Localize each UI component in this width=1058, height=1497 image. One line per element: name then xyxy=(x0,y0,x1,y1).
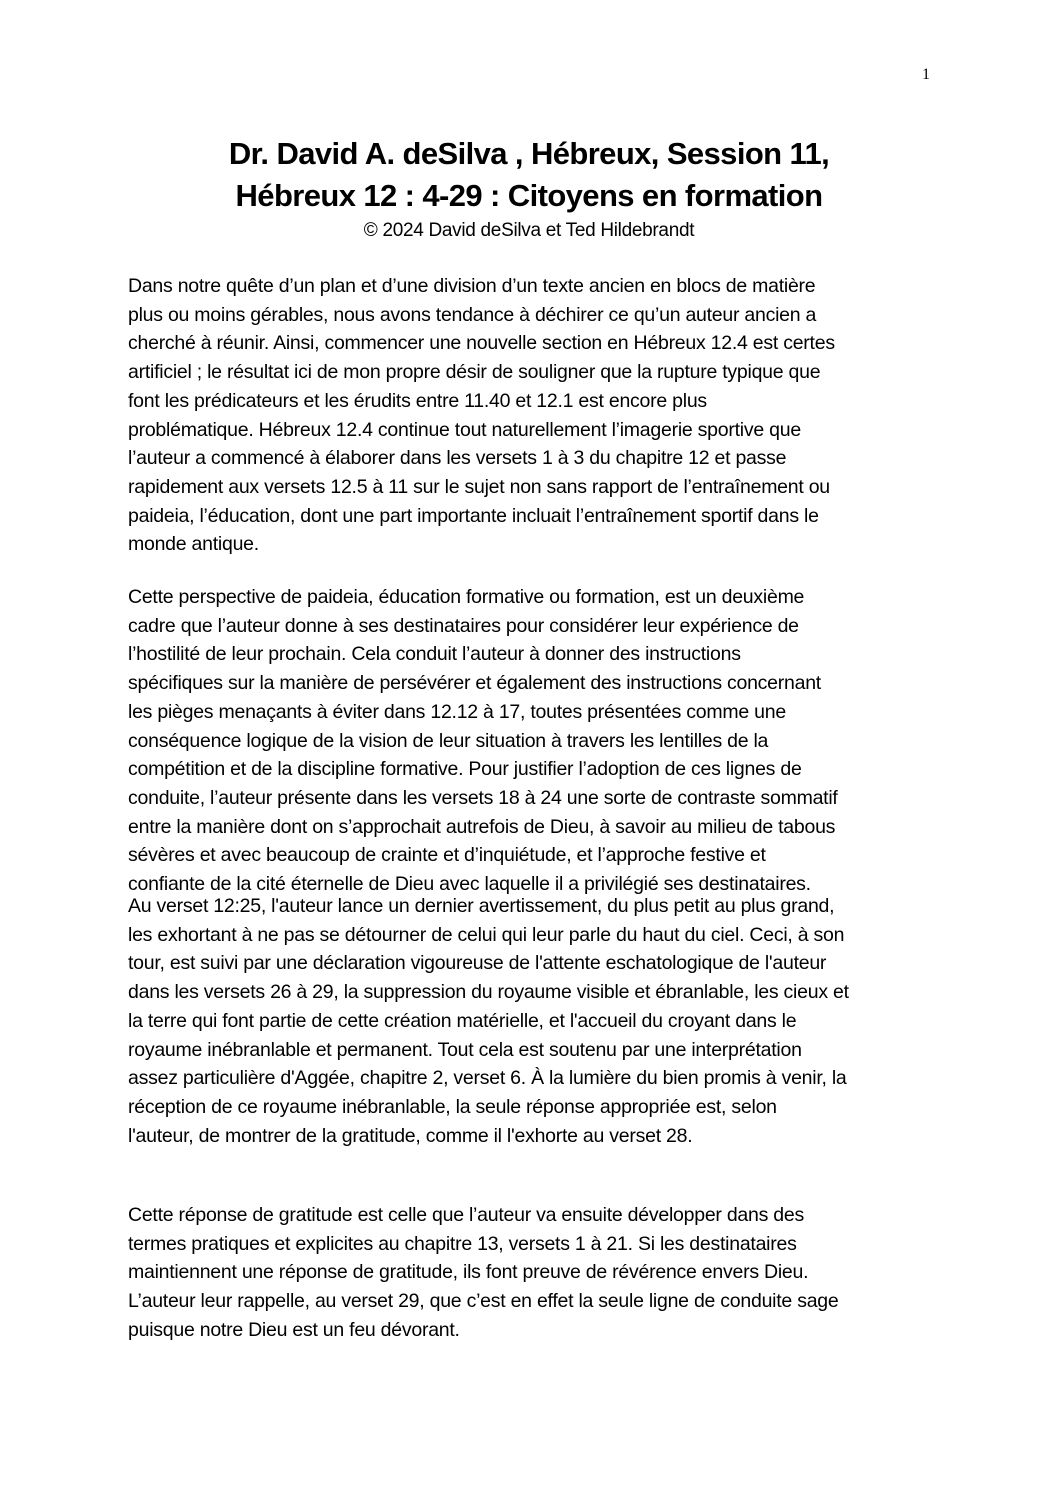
paragraph-1 xyxy=(128,272,958,559)
text-line: cherché à réunir. Ainsi, commencer une nouvelle section en Hébreux 12.4 est certes xyxy=(128,332,835,355)
text-line: Dans notre quête d’un plan et d’une division d’un texte ancien en blocs de matière xyxy=(128,275,816,297)
copyright-line: © 2024 David deSilva et Ted Hildebrandt xyxy=(363,220,695,241)
text-line: l’hostilité de leur prochain. Cela conduit l’auteur à donner des instructions xyxy=(128,643,741,666)
text-line: dans les versets 26 à 29, la suppression du royaume visible et ébranlable, les cieux et xyxy=(128,981,849,1004)
text-line: maintiennent une réponse de gratitude, ils font preuve de révérence envers Dieu. xyxy=(128,1261,809,1284)
text-line: l’auteur a commencé à élaborer dans les versets 1 à 3 du chapitre 12 et passe xyxy=(128,447,787,470)
text-line: monde antique. xyxy=(128,533,259,556)
text-line: la terre qui font partie de cette création matérielle, et l'accueil du croyant dans le xyxy=(128,1009,797,1032)
text-line: artificiel ; le résultat ici de mon propre désir de souligner que la rupture typique que xyxy=(128,361,821,384)
document-title-line-1: Dr. David A. deSilva , Hébreux, Session 11, xyxy=(228,136,830,171)
text-line: entre la manière dont on s’approchait autrefois de Dieu, à savoir au milieu de tabous xyxy=(128,815,836,838)
text-line: assez particulière d'Aggée, chapitre 2, verset 6. À la lumière du bien promis à venir, la xyxy=(128,1067,847,1090)
text-line: rapidement aux versets 12.5 à 11 sur le sujet non sans rapport de l’entraînement ou xyxy=(128,475,830,498)
text-line: Cette réponse de gratitude est celle que l’auteur va ensuite développer dans des xyxy=(128,1204,804,1226)
paragraph-3 xyxy=(128,892,958,1150)
text-line: les exhortant à ne pas se détourner de celui qui leur parle du haut du ciel. Ceci, à son xyxy=(128,923,845,946)
text-line: les pièges menaçants à éviter dans 12.12 à 17, toutes présentées comme une xyxy=(128,700,786,723)
text-line: royaume inébranlable et permanent. Tout cela est soutenu par une interprétation xyxy=(128,1038,802,1061)
text-line: L’auteur leur rappelle, au verset 29, que c’est en effet la seule ligne de conduite sage xyxy=(128,1290,839,1313)
text-line: tour, est suivi par une déclaration vigoureuse de l'attente eschatologique de l'auteur xyxy=(128,952,827,975)
paragraph-2 xyxy=(128,583,958,899)
text-line: conséquence logique de la vision de leur situation à travers les lentilles de la xyxy=(128,729,769,752)
text-line: compétition et de la discipline formative. Pour justifier l’adoption de ces lignes de xyxy=(128,758,802,781)
text-line: paideia, l’éducation, dont une part importante incluait l’entraînement sportif dans le xyxy=(128,504,819,527)
text-line: spécifiques sur la manière de persévérer et également des instructions concernant xyxy=(128,672,821,695)
text-line: conduite, l’auteur présente dans les versets 18 à 24 une sorte de contraste sommatif xyxy=(128,786,838,809)
text-line: plus ou moins gérables, nous avons tendance à déchirer ce qu’un auteur ancien a xyxy=(128,303,817,326)
paragraph-4 xyxy=(128,1201,958,1345)
text-line: sévères et avec beaucoup de crainte et d’inquiétude, et l’approche festive et xyxy=(128,844,766,867)
text-line: l'auteur, de montrer de la gratitude, comme il l'exhorte au verset 28. xyxy=(128,1124,693,1147)
page-number: 1 xyxy=(922,66,930,83)
text-line: réception de ce royaume inébranlable, la seule réponse appropriée est, selon xyxy=(128,1095,777,1118)
document-title-line-2: Hébreux 12 : 4-29 : Citoyens en formation xyxy=(235,178,823,213)
text-line: problématique. Hébreux 12.4 continue tout naturellement l’imagerie sportive que xyxy=(128,418,801,441)
text-line: Cette perspective de paideia, éducation formative ou formation, est un deuxième xyxy=(128,586,805,608)
text-line: font les prédicateurs et les érudits entre 11.40 et 12.1 est encore plus xyxy=(128,389,707,412)
text-line: cadre que l’auteur donne à ses destinataires pour considérer leur expérience de xyxy=(128,614,799,637)
text-line: Au verset 12:25, l'auteur lance un dernier avertissement, du plus petit au plus grand, xyxy=(128,895,835,917)
text-line: puisque notre Dieu est un feu dévorant. xyxy=(128,1318,460,1341)
text-line: termes pratiques et explicites au chapitre 13, versets 1 à 21. Si les destinataires xyxy=(128,1232,797,1255)
text-line: confiante de la cité éternelle de Dieu avec laquelle il a privilégié ses destinataires. xyxy=(128,873,811,896)
